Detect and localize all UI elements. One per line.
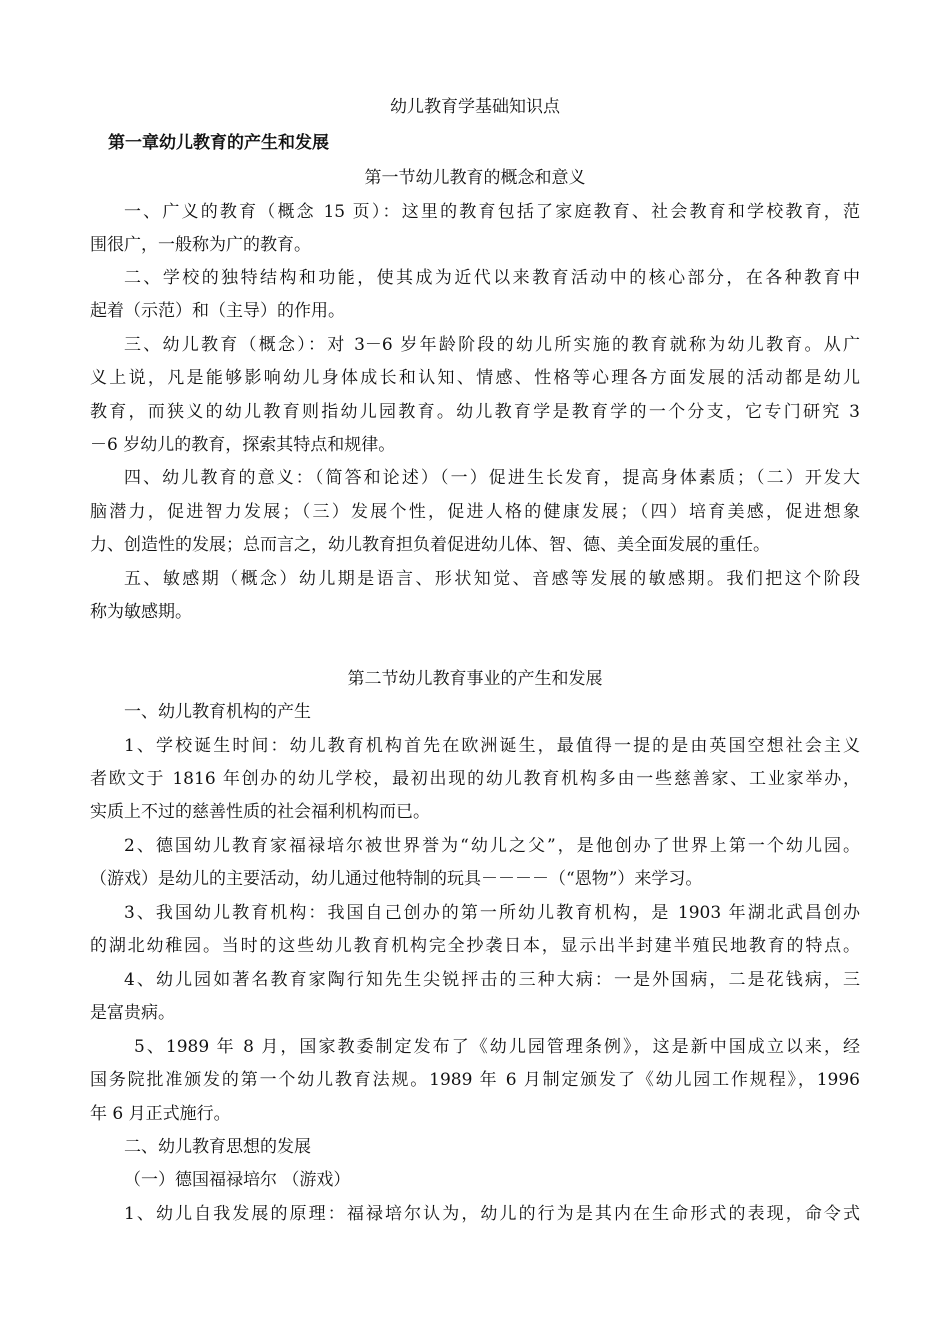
paragraph-line: 起着（示范）和（主导）的作用。 <box>90 301 345 321</box>
chapter-heading: 第一章幼儿教育的产生和发展 <box>108 133 329 153</box>
paragraph-line: 国务院批准颁发的第一个幼儿教育法规。1989 年 6 月制定颁发了《幼儿园工作规程》，1996 <box>90 1070 860 1090</box>
paragraph-line: 3、我国幼儿教育机构：我国自己创办的第一所幼儿教育机构，是 1903 年湖北武昌创办 <box>124 903 860 923</box>
subsection-heading: （一）德国福禄培尔 （游戏） <box>124 1170 351 1190</box>
section-heading: 第一节幼儿教育的概念和意义 <box>364 168 586 188</box>
paragraph-line: 5、1989 年 8 月，国家教委制定发布了《幼儿园管理条例》，这是新中国成立以来，经 <box>134 1037 860 1057</box>
section-heading: 第二节幼儿教育事业的产生和发展 <box>347 669 603 689</box>
paragraph-line: 称为敏感期。 <box>90 602 192 622</box>
paragraph-line: 三、幼儿教育（概念）：对 3－6 岁年龄阶段的幼儿所实施的教育就称为幼儿教育。从广 <box>124 335 860 355</box>
paragraph-line: 五、敏感期（概念）幼儿期是语言、形状知觉、音感等发展的敏感期。我们把这个阶段 <box>124 569 860 589</box>
paragraph-line: 4、幼儿园如著名教育家陶行知先生尖锐抨击的三种大病：一是外国病，二是花钱病，三 <box>124 970 860 990</box>
paragraph-line: －6 岁幼儿的教育，探索其特点和规律。 <box>90 435 396 455</box>
paragraph-line: 1、幼儿自我发展的原理：福禄培尔认为，幼儿的行为是其内在生命形式的表现，命令式 <box>124 1204 860 1224</box>
paragraph-line: 1、学校诞生时间：幼儿教育机构首先在欧洲诞生，最值得一提的是由英国空想社会主义 <box>124 736 860 756</box>
paragraph-line: 脑潜力，促进智力发展；（三）发展个性，促进人格的健康发展；（四）培育美感，促进想象 <box>90 502 860 522</box>
paragraph-line: 围很广，一般称为广的教育。 <box>90 235 311 255</box>
paragraph-line: （游戏）是幼儿的主要活动，幼儿通过他特制的玩具－－－－（“恩物”）来学习。 <box>90 869 703 889</box>
paragraph-line: 一、广义的教育（概念 15 页）：这里的教育包括了家庭教育、社会教育和学校教育，范 <box>124 202 860 222</box>
paragraph-line: 教育，而狭义的幼儿教育则指幼儿园教育。幼儿教育学是教育学的一个分支，它专门研究 3 <box>90 402 860 422</box>
paragraph-line: 的湖北幼稚园。当时的这些幼儿教育机构完全抄袭日本，显示出半封建半殖民地教育的特点。 <box>90 936 860 956</box>
paragraph-line: 年 6 月正式施行。 <box>90 1104 231 1124</box>
paragraph-line: 实质上不过的慈善性质的社会福利机构而已。 <box>90 802 430 822</box>
subsection-heading: 二、幼儿教育思想的发展 <box>124 1137 311 1157</box>
subsection-heading: 一、幼儿教育机构的产生 <box>124 702 311 722</box>
paragraph-line: 是富贵病。 <box>90 1003 175 1023</box>
paragraph-line: 四、幼儿教育的意义：（简答和论述）（一）促进生长发育，提高身体素质；（二）开发大 <box>124 468 860 488</box>
document-title: 幼儿教育学基础知识点 <box>390 97 560 117</box>
paragraph-line: 二、学校的独特结构和功能，使其成为近代以来教育活动中的核心部分，在各种教育中 <box>124 268 860 288</box>
paragraph-line: 力、创造性的发展；总而言之，幼儿教育担负着促进幼儿体、智、德、美全面发展的重任。 <box>90 535 770 555</box>
paragraph-line: 2、德国幼儿教育家福禄培尔被世界誉为“幼儿之父”，是他创办了世界上第一个幼儿园。 <box>124 836 860 856</box>
paragraph-line: 义上说，凡是能够影响幼儿身体成长和认知、情感、性格等心理各方面发展的活动都是幼儿 <box>90 368 860 388</box>
paragraph-line: 者欧文于 1816 年创办的幼儿学校，最初出现的幼儿教育机构多由一些慈善家、工业家举办， <box>90 769 860 789</box>
